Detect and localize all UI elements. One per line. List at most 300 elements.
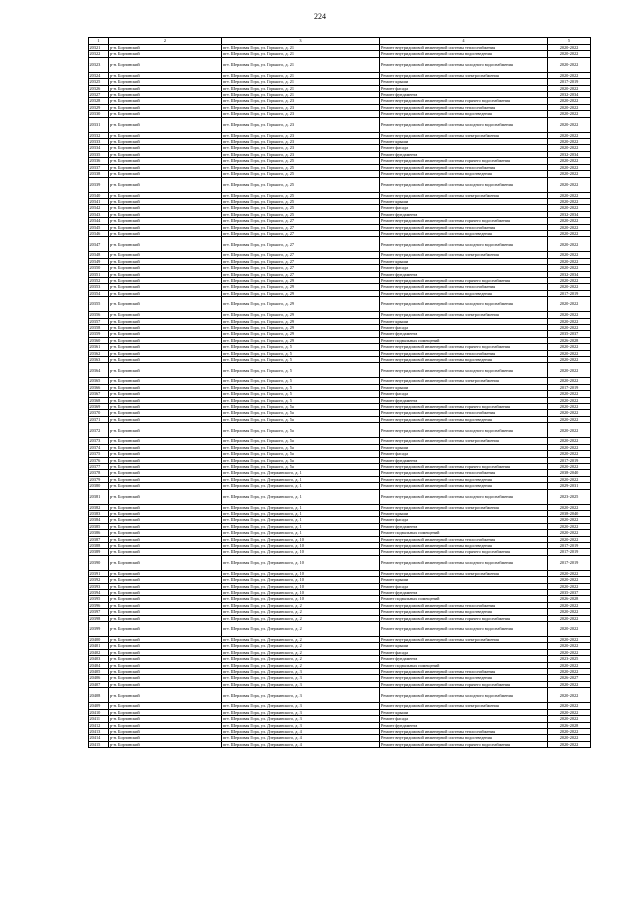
cell-number: 20348 [89,252,109,258]
cell-number: 20410 [89,709,109,715]
cell-years: 2020-2022 [548,111,591,117]
cell-years: 2020-2022 [548,237,591,252]
cell-years: 2020-2022 [548,325,591,331]
cell-work-type: Ремонт внутридомовой инженерной системы электроснабжения [380,637,548,643]
cell-work-type: Ремонт внутридомовой инженерной системы электроснабжения [380,192,548,198]
cell-address: пгт. Шерловая Гора, ул. Дзержинского, д. 2 [222,649,380,655]
cell-years: 2020-2022 [548,404,591,410]
cell-address: пгт. Шерловая Гора, ул. Горького, д. 5а [222,444,380,450]
cell-address: пгт. Шерловая Гора, ул. Дзержинского, д. 10 [222,596,380,602]
cell-years: 2020-2022 [548,530,591,536]
table-header [89,38,591,45]
cell-district: р-н. Борзинский [109,391,222,397]
cell-years: 2020-2022 [548,444,591,450]
cell-district: р-н. Борзинский [109,681,222,687]
cell-number: 20411 [89,716,109,722]
cell-work-type: Ремонт внутридомовой инженерной системы холодного водоснабжения [380,57,548,72]
cell-number: 20358 [89,325,109,331]
cell-years: 2035-2037 [548,331,591,337]
cell-work-type: Ремонт внутридомовой инженерной системы холодного водоснабжения [380,622,548,637]
cell-years: 2017-2019 [548,555,591,570]
cell-years: 2020-2022 [548,643,591,649]
cell-work-type: Ремонт внутридомовой инженерной системы горячего водоснабжения [380,98,548,104]
cell-number: 20404 [89,662,109,668]
cell-district: р-н. Борзинский [109,703,222,709]
cell-years: 2020-2022 [548,741,591,747]
cell-work-type: Ремонт внутридомовой инженерной системы водоотведения [380,230,548,236]
cell-number: 20397 [89,609,109,615]
cell-number: 20386 [89,530,109,536]
cell-district: р-н. Борзинский [109,363,222,378]
cell-address: пгт. Шерловая Гора, ул. Горького, д. 29 [222,312,380,318]
cell-years: 2020-2022 [548,451,591,457]
cell-address: пгт. Шерловая Гора, ул. Горького, д. 5а [222,438,380,444]
cell-address: пгт. Шерловая Гора, ул. Дзержинского, д. 3 [222,709,380,715]
cell-number: 20405 [89,669,109,675]
cell-district: р-н. Борзинский [109,615,222,621]
cell-work-type: Ремонт фасада [380,649,548,655]
cell-years: 2020-2022 [548,51,591,57]
cell-district: р-н. Борзинский [109,211,222,217]
cell-years: 2020-2022 [548,224,591,230]
cell-number: 20355 [89,297,109,312]
cell-address: пгт. Шерловая Гора, ул. Дзержинского, д. 4 [222,741,380,747]
cell-district: р-н. Борзинский [109,198,222,204]
cell-address: пгт. Шерловая Гора, ул. Горького, д. 23 [222,111,380,117]
table-row [89,489,591,504]
cell-years: 2020-2022 [548,57,591,72]
cell-district: р-н. Борзинский [109,728,222,734]
cell-years: 2020-2022 [548,45,591,51]
cell-work-type: Ремонт внутридомовой инженерной системы теплоснабжения [380,284,548,290]
cell-number: 20408 [89,688,109,703]
cell-address: пгт. Шерловая Гора, ул. Горького, д. 29 [222,331,380,337]
cell-years: 2038-2040 [548,510,591,516]
cell-years: 2020-2022 [548,423,591,438]
cell-years: 2032-2034 [548,92,591,98]
cell-district: р-н. Борзинский [109,337,222,343]
cell-district: р-н. Борзинский [109,297,222,312]
cell-district: р-н. Борзинский [109,504,222,510]
cell-address: пгт. Шерловая Гора, ул. Дзержинского, д. 2 [222,609,380,615]
cell-district: р-н. Борзинский [109,583,222,589]
cell-number: 20351 [89,271,109,277]
cell-district: р-н. Борзинский [109,735,222,741]
cell-number: 20412 [89,722,109,728]
cell-district: р-н. Борзинский [109,489,222,504]
cell-district: р-н. Борзинский [109,145,222,151]
cell-district: р-н. Борзинский [109,344,222,350]
cell-number: 20354 [89,290,109,296]
cell-district: р-н. Борзинский [109,577,222,583]
cell-number: 20389 [89,549,109,555]
cell-district: р-н. Борзинский [109,230,222,236]
cell-work-type: Ремонт внутридомовой инженерной системы электроснабжения [380,504,548,510]
cell-work-type: Ремонт внутридомовой инженерной системы горячего водоснабжения [380,158,548,164]
cell-years: 2020-2022 [548,117,591,132]
page-number: 224 [314,12,326,21]
cell-work-type: Ремонт крыши [380,444,548,450]
cell-address: пгт. Шерловая Гора, ул. Горького, д. 21 [222,79,380,85]
cell-district: р-н. Борзинский [109,716,222,722]
cell-years: 2026-2028 [548,722,591,728]
table-row [89,741,591,747]
cell-years: 2032-2034 [548,211,591,217]
cell-address: пгт. Шерловая Гора, ул. Горького, д. 21 [222,85,380,91]
cell-district: р-н. Борзинский [109,709,222,715]
cell-district: р-н. Борзинский [109,476,222,482]
cell-address: пгт. Шерловая Гора, ул. Дзержинского, д. 1 [222,517,380,523]
cell-work-type: Ремонт фундамента [380,271,548,277]
cell-number: 20387 [89,536,109,542]
cell-years: 2020-2022 [548,145,591,151]
cell-address: пгт. Шерловая Гора, ул. Горького, д. 5 [222,363,380,378]
cell-address: пгт. Шерловая Гора, ул. Горького, д. 29 [222,318,380,324]
cell-years: 2020-2022 [548,416,591,422]
cell-address: пгт. Шерловая Гора, ул. Горького, д. 25 [222,211,380,217]
cell-years: 2020-2022 [548,357,591,363]
cell-work-type: Ремонт внутридомовой инженерной системы теплоснабжения [380,224,548,230]
cell-years: 2020-2022 [548,192,591,198]
cell-district: р-н. Борзинский [109,139,222,145]
cell-years: 2020-2022 [548,139,591,145]
cell-district: р-н. Борзинский [109,158,222,164]
cell-number: 20399 [89,622,109,637]
cell-years: 2017-2019 [548,549,591,555]
cell-work-type: Ремонт фасада [380,205,548,211]
cell-work-type: Ремонт крыши [380,709,548,715]
cell-address: пгт. Шерловая Гора, ул. Дзержинского, д. 2 [222,615,380,621]
cell-years: 2017-2019 [548,384,591,390]
cell-address: пгт. Шерловая Гора, ул. Горького, д. 23 [222,145,380,151]
cell-number: 20352 [89,277,109,283]
cell-years: 2029-2031 [548,483,591,489]
cell-number: 20350 [89,265,109,271]
cell-address: пгт. Шерловая Гора, ул. Горького, д. 25 [222,192,380,198]
cell-number: 20365 [89,378,109,384]
cell-district: р-н. Борзинский [109,602,222,608]
cell-address: пгт. Шерловая Гора, ул. Горького, д. 25 [222,164,380,170]
cell-years: 2020-2022 [548,583,591,589]
table-row [89,688,591,703]
cell-work-type: Ремонт внутридомовой инженерной системы горячего водоснабжения [380,463,548,469]
cell-address: пгт. Шерловая Гора, ул. Горького, д. 29 [222,277,380,283]
cell-work-type: Ремонт фундамента [380,331,548,337]
cell-work-type: Ремонт внутридомовой инженерной системы электроснабжения [380,378,548,384]
cell-address: пгт. Шерловая Гора, ул. Горького, д. 21 [222,72,380,78]
cell-number: 20356 [89,312,109,318]
cell-number: 20327 [89,92,109,98]
repair-schedule-table-wrapper [88,37,590,748]
cell-work-type: Ремонт внутридомовой инженерной системы холодного водоснабжения [380,688,548,703]
cell-years: 2020-2022 [548,171,591,177]
cell-address: пгт. Шерловая Гора, ул. Дзержинского, д. 10 [222,555,380,570]
cell-years: 2020-2022 [548,378,591,384]
cell-district: р-н. Борзинский [109,517,222,523]
cell-work-type: Ремонт крыши [380,643,548,649]
cell-district: р-н. Борзинский [109,596,222,602]
cell-address: пгт. Шерловая Гора, ул. Горького, д. 27 [222,218,380,224]
cell-work-type: Ремонт внутридомовой инженерной системы горячего водоснабжения [380,277,548,283]
cell-address: пгт. Шерловая Гора, ул. Дзержинского, д. 1 [222,510,380,516]
cell-years: 2020-2022 [548,728,591,734]
cell-district: р-н. Борзинский [109,284,222,290]
cell-number: 20366 [89,384,109,390]
cell-address: пгт. Шерловая Гора, ул. Горького, д. 5а [222,451,380,457]
cell-work-type: Ремонт крыши [380,510,548,516]
cell-years: 2032-2034 [548,271,591,277]
cell-number: 20340 [89,192,109,198]
cell-years: 2020-2022 [548,363,591,378]
cell-number: 20333 [89,139,109,145]
cell-years: 2026-2028 [548,596,591,602]
cell-work-type: Ремонт внутридомовой инженерной системы холодного водоснабжения [380,363,548,378]
cell-years: 2020-2022 [548,669,591,675]
cell-district: р-н. Борзинский [109,237,222,252]
cell-years: 2032-2034 [548,151,591,157]
cell-work-type: Ремонт внутридомовой инженерной системы водоотведения [380,476,548,482]
cell-number: 20322 [89,51,109,57]
cell-address: пгт. Шерловая Гора, ул. Горького, д. 23 [222,132,380,138]
cell-address: пгт. Шерловая Гора, ул. Дзержинского, д. 2 [222,662,380,668]
cell-years: 2020-2022 [548,649,591,655]
cell-number: 20332 [89,132,109,138]
cell-work-type: Ремонт внутридомовой инженерной системы холодного водоснабжения [380,489,548,504]
cell-district: р-н. Борзинский [109,92,222,98]
table-row [89,297,591,312]
cell-district: р-н. Борзинский [109,675,222,681]
cell-district: р-н. Борзинский [109,384,222,390]
cell-work-type: Ремонт внутридомовой инженерной системы электроснабжения [380,312,548,318]
header-cell-1: 1 [89,38,109,45]
cell-years: 2020-2022 [548,230,591,236]
cell-number: 20378 [89,470,109,476]
cell-district: р-н. Борзинский [109,45,222,51]
cell-address: пгт. Шерловая Гора, ул. Дзержинского, д. 1 [222,530,380,536]
cell-years: 2020-2022 [548,318,591,324]
cell-district: р-н. Борзинский [109,609,222,615]
cell-number: 20380 [89,483,109,489]
cell-address: пгт. Шерловая Гора, ул. Горького, д. 29 [222,337,380,343]
table-row [89,423,591,438]
cell-number: 20349 [89,258,109,264]
cell-address: пгт. Шерловая Гора, ул. Горького, д. 23 [222,104,380,110]
cell-years: 2020-2022 [548,716,591,722]
cell-work-type: Ремонт внутридомовой инженерной системы теплоснабжения [380,669,548,675]
cell-number: 20370 [89,410,109,416]
cell-work-type: Ремонт крыши [380,198,548,204]
cell-work-type: Ремонт внутридомовой инженерной системы теплоснабжения [380,350,548,356]
cell-years: 2020-2022 [548,104,591,110]
cell-number: 20388 [89,542,109,548]
cell-years: 2020-2022 [548,132,591,138]
cell-work-type: Ремонт внутридомовой инженерной системы водоотведения [380,171,548,177]
cell-number: 20390 [89,555,109,570]
cell-work-type: Ремонт фундамента [380,523,548,529]
cell-work-type: Ремонт внутридомовой инженерной системы электроснабжения [380,438,548,444]
table-body [89,45,591,748]
cell-district: р-н. Борзинский [109,271,222,277]
cell-work-type: Ремонт фасада [380,517,548,523]
cell-number: 20374 [89,444,109,450]
cell-address: пгт. Шерловая Гора, ул. Дзержинского, д. 1 [222,523,380,529]
cell-years: 2020-2022 [548,98,591,104]
cell-years: 2020-2022 [548,265,591,271]
cell-number: 20398 [89,615,109,621]
cell-work-type: Ремонт внутридомовой инженерной системы теплоснабжения [380,104,548,110]
cell-years: 2020-2022 [548,577,591,583]
cell-district: р-н. Борзинский [109,258,222,264]
cell-work-type: Ремонт подвальных помещений [380,337,548,343]
cell-number: 20377 [89,463,109,469]
cell-address: пгт. Шерловая Гора, ул. Дзержинского, д. 10 [222,549,380,555]
cell-work-type: Ремонт фасада [380,265,548,271]
cell-district: р-н. Борзинский [109,656,222,662]
cell-work-type: Ремонт внутридомовой инженерной системы теплоснабжения [380,164,548,170]
cell-address: пгт. Шерловая Гора, ул. Дзержинского, д. 10 [222,577,380,583]
cell-number: 20324 [89,72,109,78]
cell-work-type: Ремонт внутридомовой инженерной системы горячего водоснабжения [380,404,548,410]
cell-district: р-н. Борзинский [109,132,222,138]
cell-number: 20392 [89,577,109,583]
cell-district: р-н. Борзинский [109,457,222,463]
cell-address: пгт. Шерловая Гора, ул. Горького, д. 29 [222,325,380,331]
cell-years: 2020-2022 [548,536,591,542]
table-row [89,622,591,637]
cell-number: 20323 [89,57,109,72]
cell-number: 20371 [89,416,109,422]
cell-number: 20343 [89,211,109,217]
cell-address: пгт. Шерловая Гора, ул. Горького, д. 5 [222,397,380,403]
cell-address: пгт. Шерловая Гора, ул. Горького, д. 5а [222,410,380,416]
cell-number: 20359 [89,331,109,337]
cell-address: пгт. Шерловая Гора, ул. Дзержинского, д. 1 [222,476,380,482]
cell-work-type: Ремонт крыши [380,384,548,390]
cell-work-type: Ремонт подвальных помещений [380,662,548,668]
cell-district: р-н. Борзинский [109,530,222,536]
cell-address: пгт. Шерловая Гора, ул. Дзержинского, д. 10 [222,536,380,542]
cell-number: 20342 [89,205,109,211]
cell-address: пгт. Шерловая Гора, ул. Горького, д. 23 [222,117,380,132]
cell-district: р-н. Борзинский [109,570,222,576]
cell-work-type: Ремонт внутридомовой инженерной системы горячего водоснабжения [380,681,548,687]
cell-years: 2020-2022 [548,312,591,318]
cell-years: 2020-2022 [548,463,591,469]
cell-work-type: Ремонт внутридомовой инженерной системы водоотведения [380,542,548,548]
cell-district: р-н. Борзинский [109,688,222,703]
cell-work-type: Ремонт крыши [380,577,548,583]
cell-district: р-н. Борзинский [109,318,222,324]
cell-years: 2020-2022 [548,476,591,482]
cell-work-type: Ремонт внутридомовой инженерной системы электроснабжения [380,703,548,709]
cell-number: 20367 [89,391,109,397]
cell-years: 2023-2025 [548,489,591,504]
cell-years: 2020-2022 [548,277,591,283]
cell-number: 20400 [89,637,109,643]
cell-number: 20330 [89,111,109,117]
cell-years: 2020-2022 [548,602,591,608]
cell-work-type: Ремонт фундамента [380,151,548,157]
cell-address: пгт. Шерловая Гора, ул. Дзержинского, д. 10 [222,542,380,548]
cell-number: 20344 [89,218,109,224]
cell-work-type: Ремонт внутридомовой инженерной системы водоотведения [380,416,548,422]
cell-number: 20401 [89,643,109,649]
cell-district: р-н. Борзинский [109,438,222,444]
cell-district: р-н. Борзинский [109,536,222,542]
cell-address: пгт. Шерловая Гора, ул. Горького, д. 27 [222,252,380,258]
cell-number: 20341 [89,198,109,204]
cell-address: пгт. Шерловая Гора, ул. Дзержинского, д. 2 [222,643,380,649]
cell-work-type: Ремонт фундамента [380,656,548,662]
cell-district: р-н. Борзинский [109,483,222,489]
cell-district: р-н. Борзинский [109,378,222,384]
cell-district: р-н. Борзинский [109,397,222,403]
cell-work-type: Ремонт внутридомовой инженерной системы теплоснабжения [380,536,548,542]
cell-address: пгт. Шерловая Гора, ул. Горького, д. 5 [222,384,380,390]
cell-years: 2038-2040 [548,470,591,476]
cell-years: 2020-2022 [548,297,591,312]
cell-district: р-н. Борзинский [109,722,222,728]
cell-district: р-н. Борзинский [109,622,222,637]
cell-district: р-н. Борзинский [109,79,222,85]
cell-work-type: Ремонт внутридомовой инженерной системы холодного водоснабжения [380,423,548,438]
cell-address: пгт. Шерловая Гора, ул. Дзержинского, д. 3 [222,703,380,709]
cell-work-type: Ремонт внутридомовой инженерной системы электроснабжения [380,132,548,138]
cell-years: 2020-2022 [548,662,591,668]
cell-district: р-н. Борзинский [109,98,222,104]
cell-district: р-н. Борзинский [109,637,222,643]
cell-work-type: Ремонт фасада [380,716,548,722]
cell-district: р-н. Борзинский [109,171,222,177]
cell-number: 20413 [89,728,109,734]
cell-district: р-н. Борзинский [109,117,222,132]
cell-years: 2020-2022 [548,410,591,416]
cell-number: 20381 [89,489,109,504]
cell-work-type: Ремонт внутридомовой инженерной системы горячего водоснабжения [380,344,548,350]
cell-address: пгт. Шерловая Гора, ул. Горького, д. 5а [222,423,380,438]
cell-years: 2020-2022 [548,523,591,529]
cell-address: пгт. Шерловая Гора, ул. Дзержинского, д. 3 [222,688,380,703]
cell-district: р-н. Борзинский [109,72,222,78]
cell-work-type: Ремонт фундамента [380,457,548,463]
cell-work-type: Ремонт фасада [380,391,548,397]
cell-district: р-н. Борзинский [109,549,222,555]
cell-work-type: Ремонт внутридомовой инженерной системы теплоснабжения [380,728,548,734]
cell-years: 2017-2019 [548,79,591,85]
cell-address: пгт. Шерловая Гора, ул. Дзержинского, д. 1 [222,504,380,510]
table-row [89,363,591,378]
header-row [89,38,591,45]
cell-work-type: Ремонт фасада [380,451,548,457]
cell-years: 2020-2022 [548,218,591,224]
cell-years: 2020-2022 [548,344,591,350]
cell-work-type: Ремонт внутридомовой инженерной системы водоотведения [380,609,548,615]
cell-years: 2020-2022 [548,252,591,258]
cell-district: р-н. Борзинский [109,205,222,211]
cell-address: пгт. Шерловая Гора, ул. Горького, д. 27 [222,230,380,236]
cell-district: р-н. Борзинский [109,662,222,668]
cell-number: 20375 [89,451,109,457]
cell-address: пгт. Шерловая Гора, ул. Горького, д. 21 [222,45,380,51]
cell-years: 2020-2022 [548,735,591,741]
cell-work-type: Ремонт фундамента [380,211,548,217]
cell-work-type: Ремонт внутридомовой инженерной системы холодного водоснабжения [380,237,548,252]
cell-years: 2020-2022 [548,198,591,204]
cell-years: 2020-2022 [548,609,591,615]
cell-years: 2020-2022 [548,517,591,523]
cell-work-type: Ремонт внутридомовой инженерной системы электроснабжения [380,72,548,78]
cell-work-type: Ремонт крыши [380,318,548,324]
